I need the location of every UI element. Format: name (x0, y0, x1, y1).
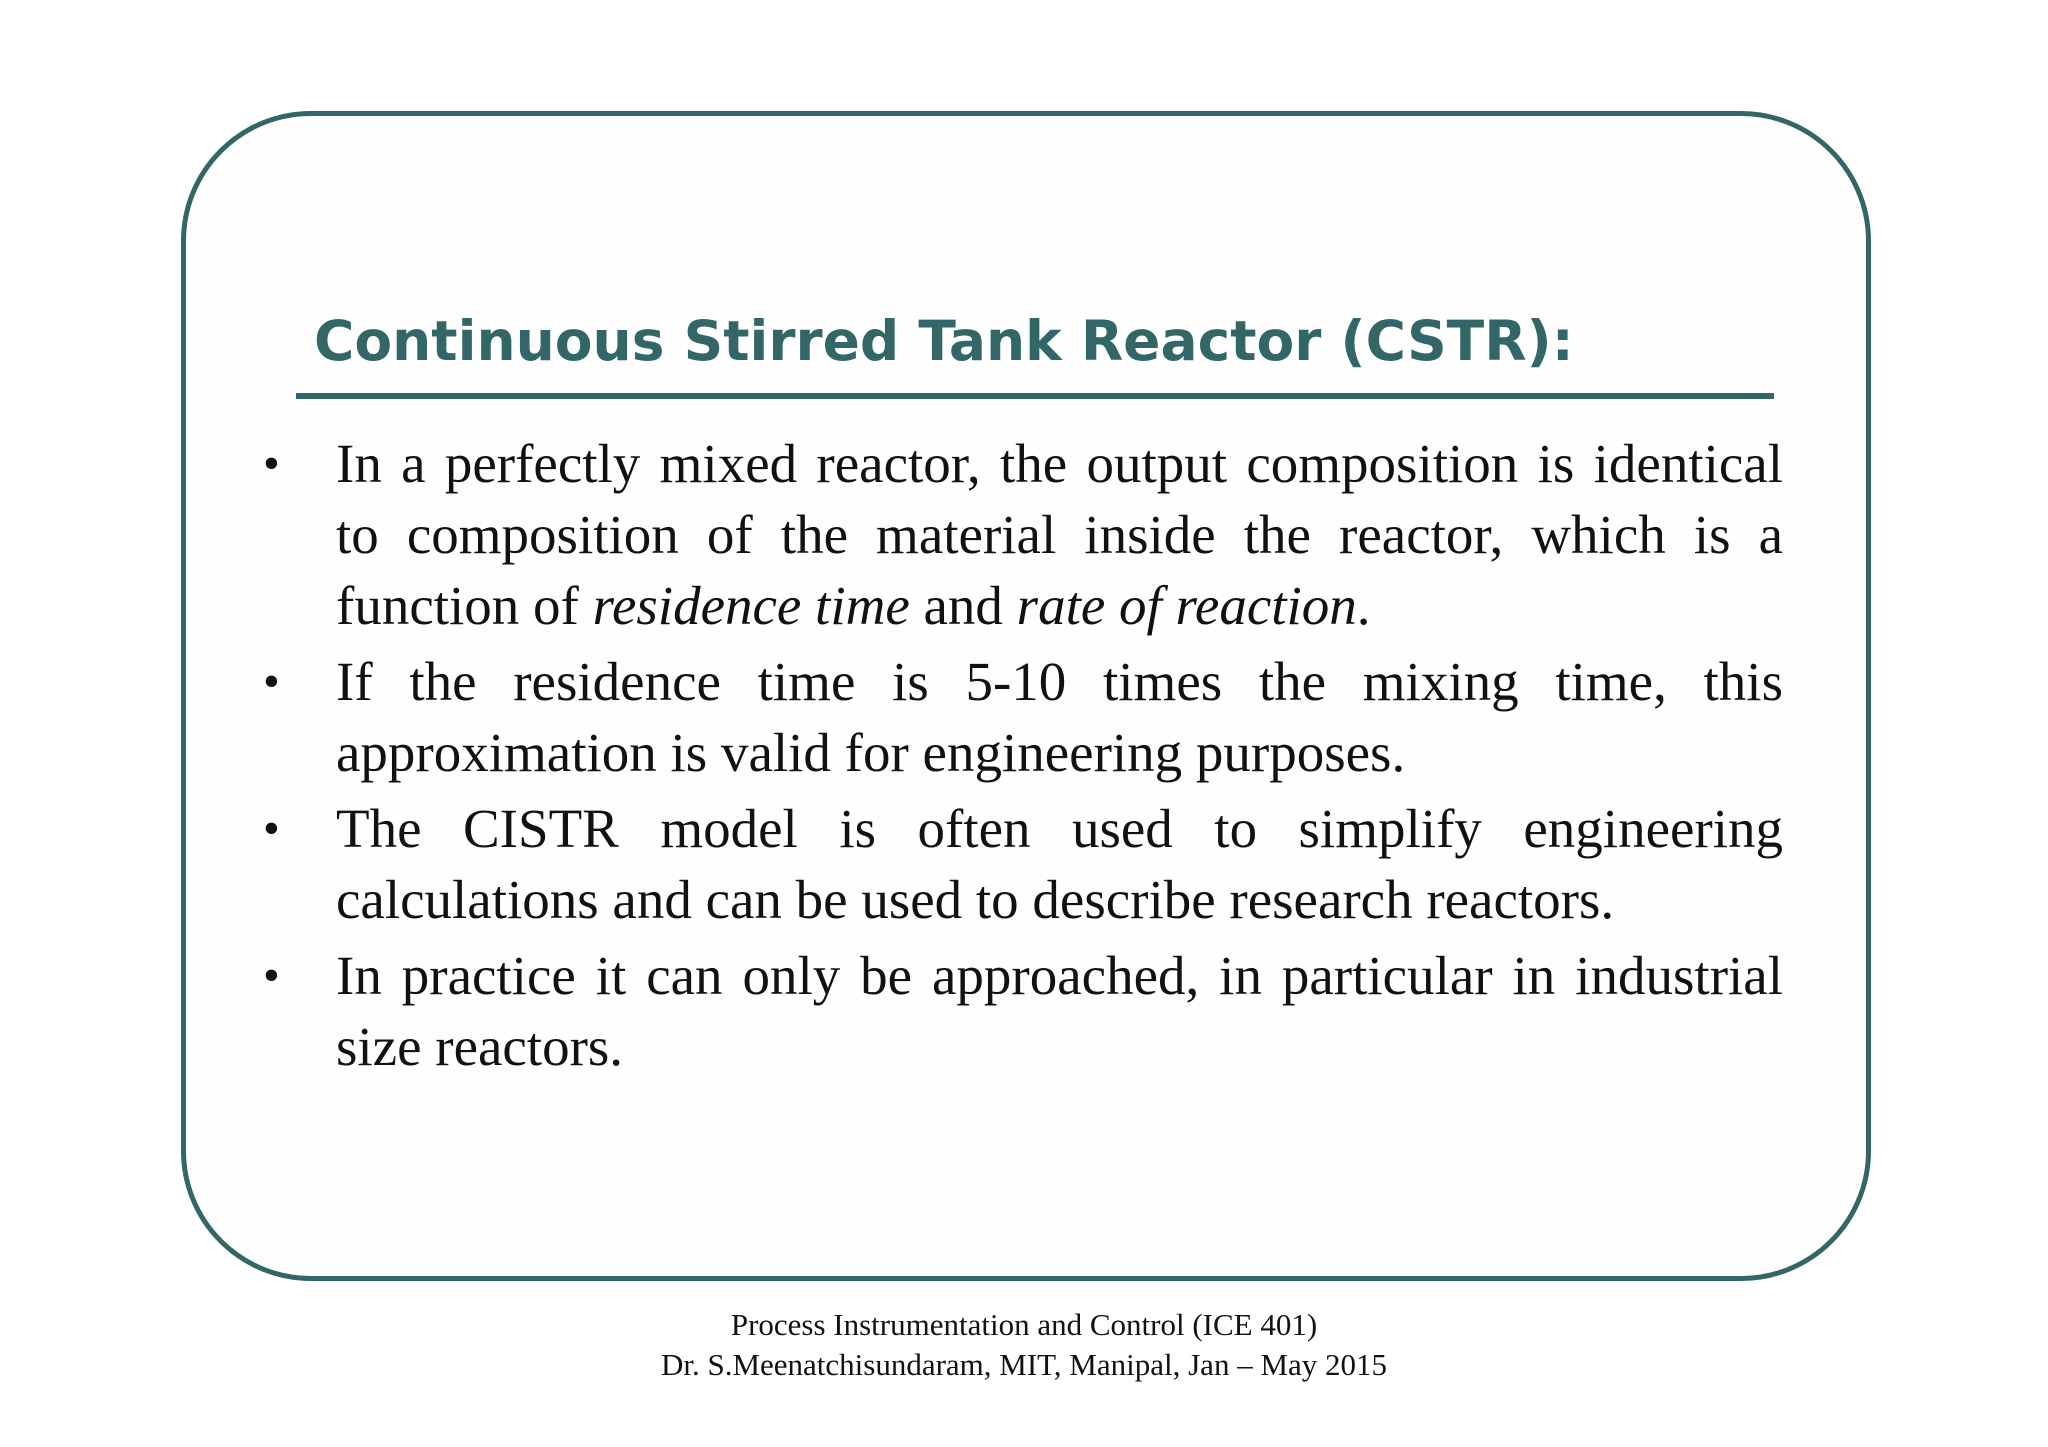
bullet-marker: • (263, 802, 280, 855)
footer-course-title: Process Instrumentation and Control (ICE 401) (730, 1307, 1318, 1342)
bullet-2-text: If the residence time is 5-10 times the mixing time, this approximation is valid for engineering purposes. (336, 651, 1783, 783)
bullet-4-text: In practice it can only be approached, in particular in industrial size reactors. (336, 945, 1783, 1077)
bullet-3-text: The CISTR model is often used to simplify engineering calculations and can be used to describe research reactors. (336, 798, 1783, 930)
bullet-item-1 (263, 428, 1783, 641)
bullet-1-text-end: . (1356, 575, 1371, 636)
slide-title: Continuous Stirred Tank Reactor (CSTR): (314, 309, 1574, 373)
bullet-1-text-middle: and (909, 575, 1017, 636)
bullet-marker: • (263, 949, 280, 1002)
bullet-list (263, 428, 1783, 1087)
bullet-1-emphasis-rate-of-reaction: rate of reaction (1016, 575, 1357, 636)
bullet-1-text: In a perfectly mixed reactor, the output composition is identical to composition of the material inside the reactor, which is a function of (336, 433, 1783, 636)
bullet-1-emphasis-residence-time: residence time (592, 575, 910, 636)
bullet-item-2 (263, 646, 1783, 788)
bullet-item-3 (263, 793, 1783, 935)
bullet-item-4 (263, 940, 1783, 1082)
footer-author-info: Dr. S.Meenatchisundaram, MIT, Manipal, Jan – May 2015 (660, 1347, 1388, 1382)
title-underline (296, 393, 1774, 399)
bullet-marker: • (263, 437, 280, 490)
bullet-marker: • (263, 655, 280, 708)
